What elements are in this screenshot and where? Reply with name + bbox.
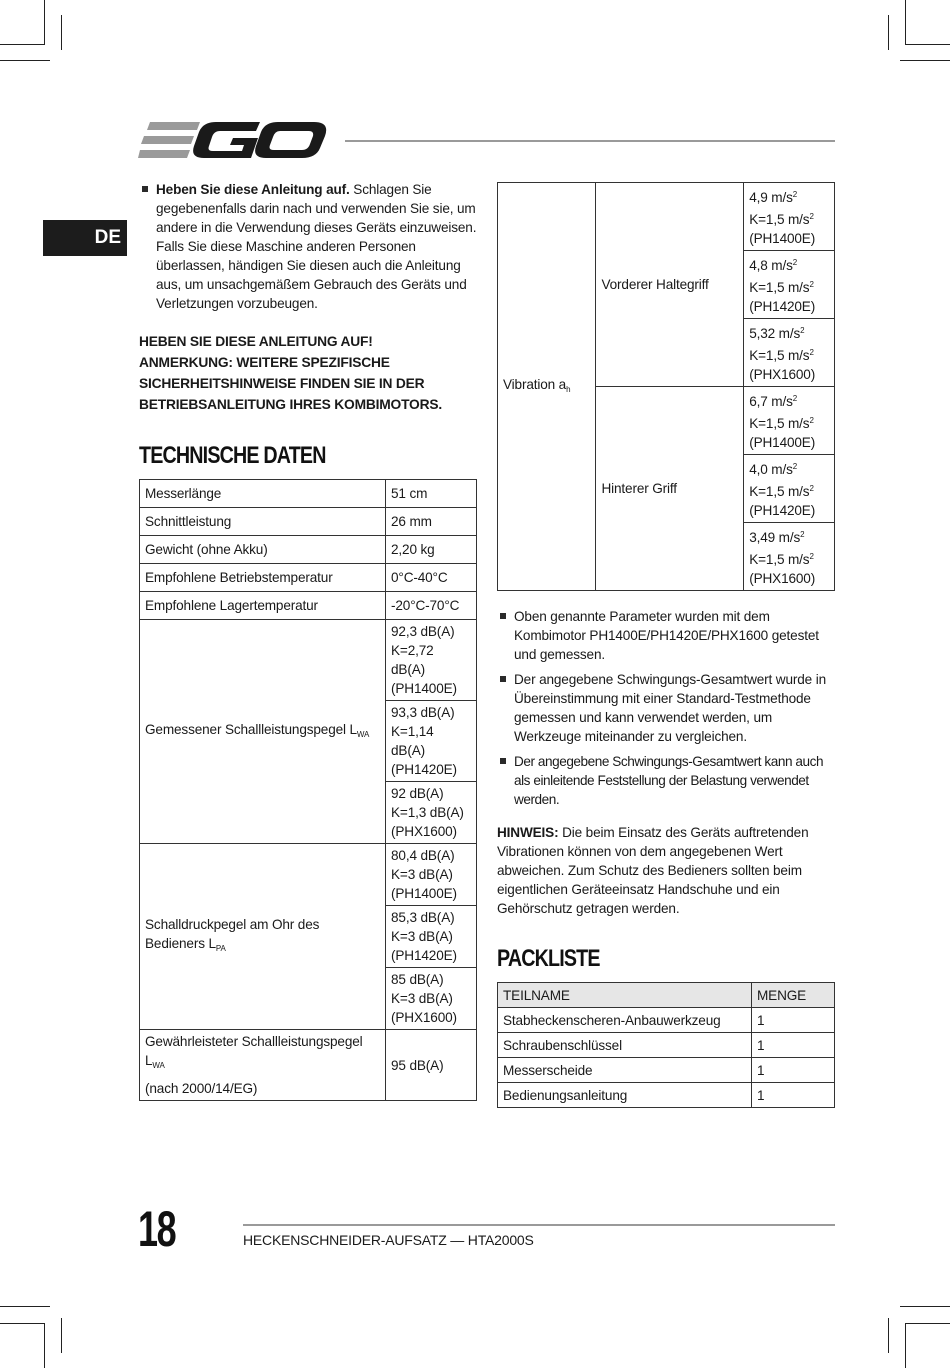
value-text: K=1,5 m/s — [749, 348, 810, 363]
value-line: (PH1420E) — [391, 762, 457, 777]
value-line: (PH1420E) — [391, 948, 457, 963]
crop-mark — [888, 1318, 889, 1353]
label-subscript: WA — [152, 1061, 165, 1070]
value-cell — [744, 387, 835, 455]
crop-mark — [888, 15, 889, 50]
tech-label: Empfohlene Lagertemperatur — [140, 592, 386, 620]
value-line — [749, 411, 829, 433]
crop-mark — [900, 1306, 950, 1307]
value-text: 4,0 m/s — [749, 462, 793, 477]
col-header-menge: MENGE — [752, 983, 835, 1008]
part-name: Stabheckenscheren-Anbauwerkzeug — [498, 1008, 752, 1033]
value-line: (PH1400E) — [391, 886, 457, 901]
grip-label: Hinterer Griff — [596, 387, 744, 591]
tech-value: -20°C-70°C — [386, 592, 477, 620]
tech-label: Gewicht (ohne Akku) — [140, 536, 386, 564]
value-cell — [744, 319, 835, 387]
value-cell — [744, 183, 835, 251]
value-line — [749, 389, 829, 411]
warning-block — [139, 331, 477, 415]
value-cell — [386, 620, 477, 701]
value-cell — [744, 523, 835, 591]
tech-row — [140, 844, 477, 906]
value-line: (PH1420E) — [749, 299, 816, 314]
crop-mark — [44, 1323, 45, 1368]
unit-exponent: 2 — [809, 280, 814, 289]
value-line — [749, 525, 829, 547]
packliste-row — [498, 1058, 835, 1083]
hinweis-paragraph — [497, 823, 835, 918]
unit-exponent: 2 — [800, 530, 805, 539]
guaranteed-label — [140, 1030, 386, 1101]
tech-row — [140, 480, 477, 508]
value-line: (PHX1600) — [749, 571, 816, 586]
value-line — [749, 547, 829, 569]
tech-value: 2,20 kg — [386, 536, 477, 564]
hinweis-text: Die beim Einsatz des Geräts auftretenden Vibrationen können von dem angegebenen Wert abweichen. Zum Schutz des Bedieners sollten beim eigentlichen Geräteeinsatz Handschuhe und ein Gehörschutz getragen werden. — [497, 825, 809, 916]
warning-line-2: ANMERKUNG: WEITERE SPEZIFISCHE SICHERHEITSHINWEISE FINDEN SIE IN DER BETRIEBSANLEITUNG IHRES KOMBIMOTORS. — [139, 355, 442, 412]
part-name: Bedienungsanleitung — [498, 1083, 752, 1108]
unit-exponent: 2 — [792, 462, 798, 471]
col-header-teilname: TEILNAME — [498, 983, 752, 1008]
packliste-row — [498, 1033, 835, 1058]
guaranteed-value: 95 dB(A) — [386, 1030, 477, 1101]
value-line — [749, 185, 829, 207]
value-cell — [386, 968, 477, 1030]
tech-table — [139, 479, 477, 1101]
crop-mark — [0, 1306, 50, 1307]
part-quantity: 1 — [752, 1033, 835, 1058]
tech-row — [140, 536, 477, 564]
value-text: 3,49 m/s — [749, 530, 801, 545]
notes-list — [497, 607, 835, 809]
value-line: 92,3 dB(A) — [391, 624, 455, 639]
ego-logo — [138, 118, 328, 164]
intro-bullet — [139, 180, 477, 313]
tech-title: TECHNISCHE DATEN — [139, 442, 326, 469]
tech-value: 51 cm — [386, 480, 477, 508]
value-line: (PH1400E) — [749, 435, 816, 450]
crop-mark — [905, 1323, 906, 1368]
grip-label: Vorderer Haltegriff — [596, 183, 744, 387]
unit-exponent: 2 — [792, 394, 798, 403]
tech-row — [140, 592, 477, 620]
intro-text: Schlagen Sie gegebenenfalls darin nach und verwenden Sie sie, um andere in die Verwendung dieses Geräts einzuweisen. Falls Sie diese Maschine anderen Personen überlassen, händigen Sie diesen auch die Anleitung aus, um unsachgemäßem Gebrauch des Geräts und Verletzungen vorzubeugen. — [156, 182, 477, 311]
label-text: Vibration a — [503, 376, 567, 392]
value-line — [749, 479, 829, 501]
unit-exponent: 2 — [792, 190, 798, 199]
unit-exponent: 2 — [809, 416, 814, 425]
crop-mark — [0, 1323, 45, 1324]
label-text-2: (nach 2000/14/EG) — [145, 1081, 258, 1096]
value-line — [749, 457, 829, 479]
crop-mark — [900, 60, 950, 61]
value-text: 4,8 m/s — [749, 258, 793, 273]
value-line: (PH1400E) — [391, 681, 457, 696]
footer-rule — [243, 1224, 835, 1226]
value-line: K=3 dB(A) — [391, 929, 453, 944]
value-line: K=3 dB(A) — [391, 991, 453, 1006]
value-line: 85 dB(A) — [391, 972, 444, 987]
crop-mark — [905, 1323, 950, 1324]
unit-exponent: 2 — [800, 326, 805, 335]
value-line — [749, 207, 829, 229]
tech-value: 26 mm — [386, 508, 477, 536]
tech-row — [140, 620, 477, 701]
header-rule — [345, 140, 835, 142]
unit-exponent: 2 — [809, 212, 814, 221]
crop-mark — [0, 60, 50, 61]
packliste-table — [497, 982, 835, 1108]
packliste-header-row — [498, 983, 835, 1008]
sound-pressure-label — [140, 844, 386, 1030]
value-text: K=1,5 m/s — [749, 212, 810, 227]
label-text: Gemessener Schallleistungspegel L — [145, 721, 357, 737]
crop-mark — [0, 44, 45, 45]
label-text: Gewährleisteter Schallleistungspegel L — [145, 1034, 363, 1068]
part-quantity: 1 — [752, 1058, 835, 1083]
crop-mark — [44, 0, 45, 45]
crop-mark — [61, 15, 62, 50]
value-line: (PHX1600) — [749, 367, 816, 382]
value-cell — [386, 701, 477, 782]
value-line: (PH1400E) — [749, 231, 816, 246]
value-text: K=1,5 m/s — [749, 484, 810, 499]
unit-exponent: 2 — [792, 258, 798, 267]
tech-label: Schnittleistung — [140, 508, 386, 536]
value-text: 4,9 m/s — [749, 190, 793, 205]
unit-exponent: 2 — [809, 348, 814, 357]
language-tab: DE — [43, 220, 127, 256]
packliste-title: PACKLISTE — [497, 945, 600, 972]
value-line: (PHX1600) — [391, 1010, 457, 1025]
value-text: 6,7 m/s — [749, 394, 793, 409]
sound-power-label — [140, 620, 386, 844]
part-name: Messerscheide — [498, 1058, 752, 1083]
crop-mark — [905, 44, 950, 45]
value-line: 85,3 dB(A) — [391, 910, 455, 925]
value-line: K=1,3 dB(A) — [391, 805, 464, 820]
right-column — [497, 182, 835, 1108]
tech-row — [140, 508, 477, 536]
value-line: (PHX1600) — [391, 824, 457, 839]
value-cell — [744, 251, 835, 319]
value-text: 5,32 m/s — [749, 326, 801, 341]
part-name: Schraubenschlüssel — [498, 1033, 752, 1058]
value-line: K=1,14 dB(A) — [391, 724, 434, 758]
label-subscript: WA — [356, 729, 370, 739]
crop-mark — [61, 1318, 62, 1353]
intro-bold-lead: Heben Sie diese Anleitung auf. — [156, 182, 350, 197]
vibration-label — [498, 183, 596, 591]
value-cell — [386, 906, 477, 968]
note-item: Der angegebene Schwingungs-Gesamtwert wurde in Übereinstimmung mit einer Standard-Testmethode gemessen und kann verwendet werden, um Werkzeuge miteinander zu vergleichen. — [497, 670, 835, 746]
value-line — [749, 321, 829, 343]
value-text: K=1,5 m/s — [749, 416, 810, 431]
packliste-row — [498, 1083, 835, 1108]
value-line: 80,4 dB(A) — [391, 848, 455, 863]
unit-exponent: 2 — [809, 484, 814, 493]
vibration-row — [498, 183, 835, 251]
packliste-row — [498, 1008, 835, 1033]
value-cell — [744, 455, 835, 523]
unit-exponent: 2 — [809, 552, 814, 561]
intro-list — [139, 180, 477, 313]
part-quantity: 1 — [752, 1083, 835, 1108]
value-line — [749, 275, 829, 297]
note-item: Der angegebene Schwingungs-Gesamtwert kann auch als einleitende Feststellung der Belastung verwendet werden. — [497, 752, 835, 809]
value-line: 93,3 dB(A) — [391, 705, 455, 720]
tech-row — [140, 564, 477, 592]
value-cell — [386, 782, 477, 844]
value-line: K=2,72 dB(A) — [391, 643, 434, 677]
crop-mark — [905, 0, 906, 45]
value-line — [749, 343, 829, 365]
value-text: K=1,5 m/s — [749, 552, 810, 567]
left-column — [139, 180, 477, 1101]
label-subscript: PA — [215, 944, 226, 953]
hinweis-label: HINWEIS: — [497, 825, 559, 840]
page-number: 18 — [138, 1201, 176, 1257]
value-cell — [386, 844, 477, 906]
part-quantity: 1 — [752, 1008, 835, 1033]
label-subscript: h — [566, 384, 571, 394]
value-line: (PH1420E) — [749, 503, 816, 518]
warning-line-1: HEBEN SIE DIESE ANLEITUNG AUF! — [139, 334, 373, 349]
tech-row — [140, 1030, 477, 1101]
tech-label: Empfohlene Betriebstemperatur — [140, 564, 386, 592]
vibration-table — [497, 182, 835, 591]
label-text: Schalldruckpegel am Ohr des Bedieners L — [145, 917, 320, 951]
value-line: K=3 dB(A) — [391, 867, 453, 882]
tech-value: 0°C-40°C — [386, 564, 477, 592]
value-line — [749, 253, 829, 275]
value-text: K=1,5 m/s — [749, 280, 810, 295]
value-line: 92 dB(A) — [391, 786, 444, 801]
footer-title: HECKENSCHNEIDER-AUFSATZ — HTA2000S — [243, 1232, 534, 1248]
note-item: Oben genannte Parameter wurden mit dem Kombimotor PH1400E/PH1420E/PHX1600 getestet und gemessen. — [497, 607, 835, 664]
tech-label: Messerlänge — [140, 480, 386, 508]
